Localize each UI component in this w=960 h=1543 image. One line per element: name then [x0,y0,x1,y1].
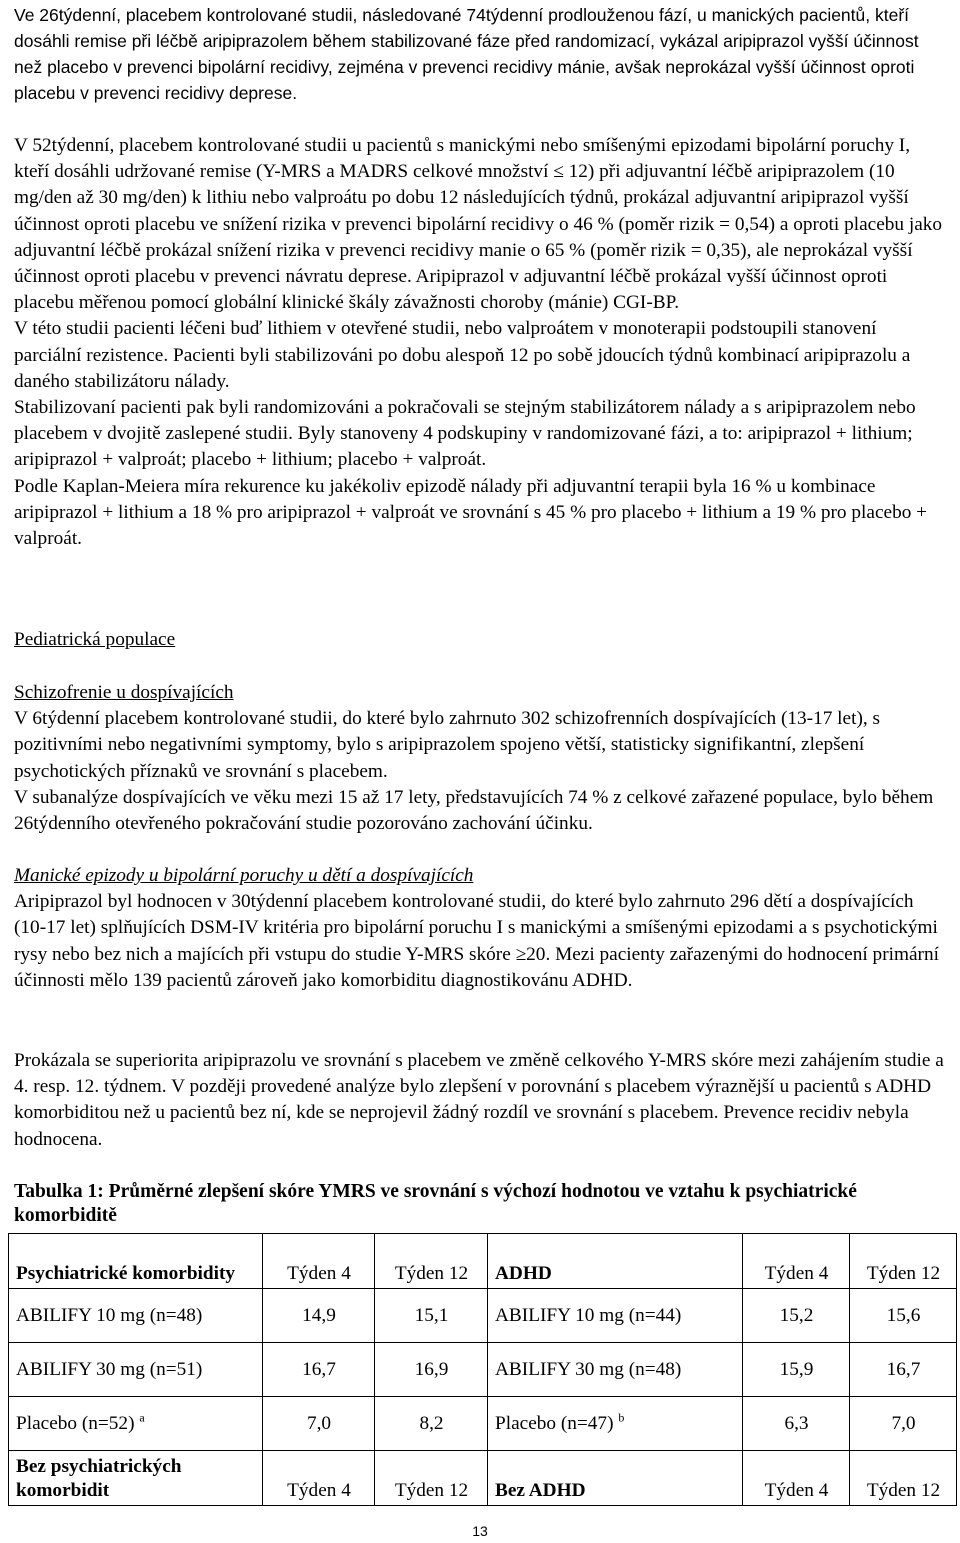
row-label-adhd: Placebo (n=47) $^b$ [488,1397,743,1451]
table-row [9,1397,957,1451]
header-week12: Týden 12 [375,1234,488,1289]
table-row [9,1289,957,1343]
section-schizophrenia [14,680,948,837]
table-header-row [9,1234,957,1289]
heading-pediatric [14,627,948,653]
section-superiority [14,1048,948,1153]
header-adhd: ADHD [488,1234,743,1289]
header-adhd-week12: Týden 12 [850,1234,957,1289]
header-no-adhd-week12: Týden 12 [850,1451,957,1506]
cell-week12: 15,1 [375,1289,488,1343]
header-adhd-week4: Týden 4 [743,1234,850,1289]
header-week4: Týden 4 [263,1451,375,1506]
paragraph-text: Ve 26týdenní, placebem kontrolované studii, následované 74týdenní prodlouženou fází, u manických pacientů, kteří dosáhli remise při léčbě aripiprazolem během stabilizované fáze před randomizací, vykázal aripiprazol vyšší účinnost než placebo v prevenci bipolární recidivy, zejména v prevenci recidivy mánie, avšak neprokázal vyšší účinnost oproti placebu v prevenci recidivy deprese. [14,5,919,103]
schizophrenia-heading: Schizofrenie u dospívajících [14,682,234,703]
row-label-adhd: ABILIFY 30 mg (n=48) [488,1343,743,1397]
cell-week4: 7,0 [263,1397,375,1451]
section-manic-episodes [14,863,948,994]
row-label: ABILIFY 30 mg (n=51) [9,1343,263,1397]
cell-week4: 16,7 [263,1343,375,1397]
paragraph-subanalysis: V subanalýze dospívajících ve věku mezi 15 až 17 lety, představujících 74 % z celkové zařazené populace, bylo během 26týdenního otevřeného pokračování studie pozorováno zachování účinku. [14,786,934,835]
table-caption-text: Tabulka 1: Průměrné zlepšení skóre YMRS ve srovnání s výchozí hodnotou ve vztahu k psychiatrické komorbiditě [14,1181,857,1226]
table-header-row-2 [9,1451,957,1506]
manic-heading: Manické epizody u bipolární poruchy u dětí a dospívajících [14,865,474,886]
row-label: ABILIFY 10 mg (n=48) [9,1289,263,1343]
paragraph-superiority: Prokázala se superiorita aripiprazolu ve srovnání s placebem ve změně celkového Y-MRS skóre mezi zahájením studie a 4. resp. 12. týdnem. V později provedené analýze bylo zlepšení v porovnání s placebem výraznější u pacientů s ADHD komorbiditou než u pacientů bez ní, kde se neprojevil žádný rozdíl ve srovnání s placebem. Prevence recidiv nebyla hodnocena. [14,1050,944,1150]
cell-adhd-week12: 15,6 [850,1289,957,1343]
paragraph-randomization: Stabilizovaní pacienti pak byli randomizováni a pokračovali se stejným stabilizátorem nálady a s aripiprazolem nebo placebem v dvojitě zaslepené studii. Byly stanoveny 4 podskupiny v randomizované fázi, a to: aripiprazol + lithium; aripiprazol + valproát; placebo + lithium; placebo + valproát. [14,397,916,471]
header-no-adhd-week4: Týden 4 [743,1451,850,1506]
paragraph-schizophrenia-study: V 6týdenní placebem kontrolované studii, do které bylo zahrnuto 302 schizofrenních dospívajících (13-17 let), s pozitivními nebo negativními symptomy, bylo s aripiprazolem spojeno větší, statisticky signifikantní, zlepšení psychotických příznaků ve srovnání s placebem. [14,708,881,782]
cell-adhd-week12: 16,7 [850,1343,957,1397]
page-number: 13 [472,1523,488,1539]
header-no-comorbidity: Bez psychiatrických komorbidit [9,1451,263,1506]
paragraph-kaplan-meier: Podle Kaplan-Meiera míra rekurence ku jakékoliv epizodě nálady při adjuvantní terapii byla 16 % u kombinace aripiprazol + lithium a 18 % pro aripiprazol + valproát ve srovnání s 45 % pro placebo + lithium a 19 % pro placebo + valproát. [14,475,928,550]
cell-adhd-week4: 15,2 [743,1289,850,1343]
row-label: Placebo (n=52) $^a$ [9,1397,263,1451]
section-52w-study [14,133,948,552]
paragraph-52w-study: V 52týdenní, placebem kontrolované studii u pacientů s manickými nebo smíšenými epizodami bipolární poruchy I, kteří dosáhli udržované remise (Y-MRS a MADRS celkové množství ≤ 12) při adjuvantní léčbě aripiprazolem (10 mg/den až 30 mg/den) k lithiu nebo valproátu po dobu 12 následujících týdnů, prokázal adjuvantní aripiprazol vyšší účinnost oproti placebu ve snížení rizika v prevenci bipolární recidivy o 46 % (poměr rizik = 0,54) a oproti placebu jako adjuvantní léčbě prokázal snížení rizika v prevenci recidivy manie o 65 % (poměr rizik = 0,35), ale neprokázal vyšší účinnost oproti placebu v prevenci návratu deprese. Aripiprazol v adjuvantní léčbě prokázal vyšší účinnost oproti placebu měřenou pomocí globální klinické škály závažnosti choroby (mánie) CGI-BP. [14,135,943,314]
cell-adhd-week12: 7,0 [850,1397,957,1451]
cell-adhd-week4: 15,9 [743,1343,850,1397]
cell-week12: 8,2 [375,1397,488,1451]
cell-week4: 14,9 [263,1289,375,1343]
header-week12: Týden 12 [375,1451,488,1506]
table-caption [14,1180,914,1228]
ymrs-table [8,1233,957,1506]
header-week4: Týden 4 [263,1234,375,1289]
cell-week12: 16,9 [375,1343,488,1397]
paragraph-stabilization: V této studii pacienti léčeni buď lithiem v otevřené studii, nebo valproátem v monoterapii podstoupili stanovení parciální rezistence. Pacienti byli stabilizováni po dobu alespoň 12 po sobě jdoucích týdnů kombinací aripiprazolu a daného stabilizátoru nálady. [14,318,911,392]
table-row [9,1343,957,1397]
row-label-adhd: ABILIFY 10 mg (n=44) [488,1289,743,1343]
header-psychiatric-comorbidity: Psychiatrické komorbidity [9,1234,263,1289]
cell-adhd-week4: 6,3 [743,1397,850,1451]
header-no-adhd: Bez ADHD [488,1451,743,1506]
pediatric-heading: Pediatrická populace [14,629,176,650]
paragraph-maintenance-26w [14,2,948,106]
paragraph-manic-study: Aripiprazol byl hodnocen v 30týdenní placebem kontrolované studii, do které bylo zahrnuto 296 dětí a dospívajících (10-17 let) splňujících DSM-IV kritéria pro bipolární poruchu I s manickými a smíšenými epizodami a s psychotickými rysy nebo bez nich a majících při vstupu do studie Y-MRS skóre ≥20. Mezi pacienty zařazenými do hodnocení primární účinnosti mělo 139 pacientů zároveň jako komorbiditu diagnostikovánu ADHD. [14,891,939,991]
